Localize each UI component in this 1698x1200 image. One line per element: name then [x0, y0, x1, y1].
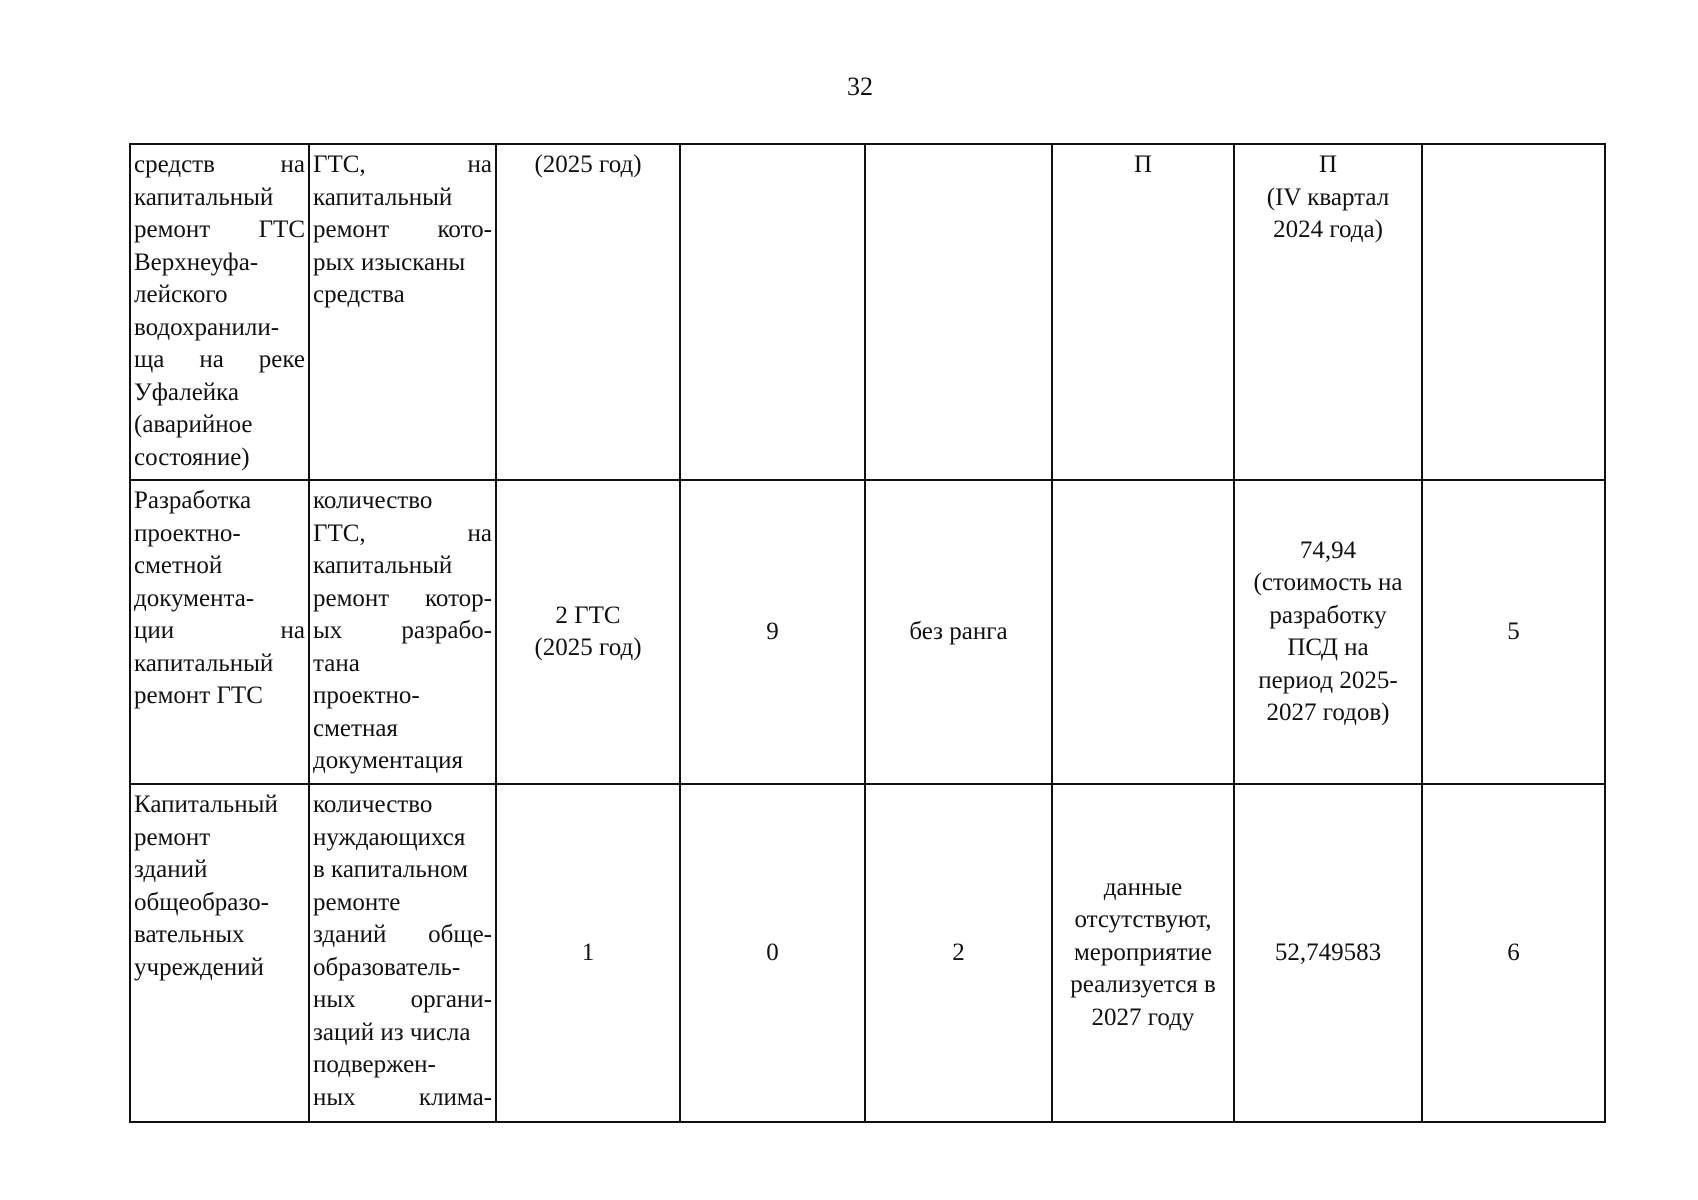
cell-line: документа- — [134, 584, 255, 612]
cell-line: подвержен- — [313, 1051, 436, 1078]
cell-col8 — [1422, 784, 1605, 1122]
cell-line: период 2025- — [1258, 666, 1398, 694]
cell-text: ща — [134, 346, 165, 373]
cell-line: Капитальный — [134, 791, 278, 818]
cell-text: кото- — [437, 216, 492, 243]
cell-text: обще- — [428, 921, 492, 948]
cell-line: данные — [1103, 873, 1183, 901]
cell-line: мероприятие — [1073, 938, 1213, 966]
cell-line: капитальный — [134, 183, 274, 211]
cell-line: 9 — [766, 617, 779, 645]
cell-line: 6 — [1507, 938, 1520, 966]
cell-col4 — [680, 144, 865, 480]
cell-text: зданий — [313, 921, 387, 948]
cell-text: ых — [313, 617, 343, 644]
cell-col5 — [865, 144, 1052, 480]
cell-line: количество — [313, 791, 433, 818]
cell-line: учреждений — [134, 953, 264, 981]
cell-line: 5 — [1507, 617, 1520, 645]
cell-line: ПСД на — [1287, 634, 1369, 661]
cell-line: 2024 года) — [1273, 216, 1383, 243]
cell-text: ции — [134, 617, 175, 644]
cell-line: сметная — [313, 714, 398, 742]
cell-line: (2025 год) — [534, 634, 642, 661]
cell-line: (аварийное — [134, 411, 253, 438]
cell-text: клима- — [418, 1083, 492, 1111]
cell-line: (2025 год) — [534, 151, 642, 178]
cell-line: образователь- — [313, 953, 461, 981]
cell-col7 — [1234, 480, 1422, 784]
cell-line: тана — [313, 649, 360, 677]
cell-indicator — [309, 480, 496, 784]
cell-text: на — [467, 519, 492, 547]
cell-target — [496, 480, 680, 784]
cell-measure — [130, 144, 309, 480]
cell-line: лейского — [134, 281, 228, 308]
cell-line: без ранга — [909, 617, 1008, 645]
table-row — [130, 144, 1605, 480]
cell-line: сметной — [134, 552, 223, 579]
table-row — [130, 480, 1605, 784]
cell-text: ГТС — [258, 216, 305, 243]
cell-text: ремонт — [313, 216, 390, 243]
cell-text: разрабо- — [401, 617, 492, 644]
cell-line: Верхнеуфа- — [134, 248, 259, 276]
cell-target — [496, 784, 680, 1122]
cell-col7 — [1234, 144, 1422, 480]
cell-text: на — [199, 346, 224, 373]
cell-line: П — [1133, 151, 1153, 178]
cell-line: (стоимость на — [1253, 569, 1403, 596]
cell-indicator — [309, 144, 496, 480]
cell-text: ных — [313, 986, 356, 1013]
cell-text: ГТС, — [313, 151, 366, 178]
cell-line: 52,749583 — [1274, 938, 1382, 966]
cell-line: 2027 году — [1091, 1003, 1195, 1031]
cell-line: в капитальном — [313, 856, 468, 883]
cell-line: разработку — [1269, 601, 1387, 629]
cell-line: 74,94 — [1299, 536, 1357, 564]
cell-line: документация — [313, 747, 464, 774]
cell-col6 — [1052, 480, 1234, 784]
cell-col6 — [1052, 784, 1234, 1122]
cell-line: П — [1318, 151, 1338, 178]
cell-indicator — [309, 784, 496, 1122]
cell-line: капитальный — [313, 552, 453, 579]
cell-line: Уфалейка — [134, 378, 240, 406]
cell-line: рых изысканы — [313, 248, 466, 276]
cell-line: 0 — [766, 938, 779, 966]
cell-line: водохранили- — [134, 313, 280, 341]
cell-line: ремонте — [313, 888, 401, 916]
cell-line: (IV квартал — [1266, 183, 1390, 211]
page-number: 32 — [847, 72, 873, 101]
cell-col5 — [865, 784, 1052, 1122]
cell-line: состояние) — [134, 443, 250, 471]
cell-line: зданий — [134, 856, 208, 883]
cell-line: нуждающихся — [313, 823, 466, 851]
cell-col7 — [1234, 784, 1422, 1122]
indicators-table — [129, 143, 1606, 1123]
cell-line: 2 — [952, 938, 965, 966]
cell-measure — [130, 784, 309, 1122]
cell-text: на — [280, 151, 305, 178]
cell-text: ремонт — [313, 584, 390, 612]
cell-text: ГТС, — [313, 519, 366, 547]
cell-col5 — [865, 480, 1052, 784]
cell-col6 — [1052, 144, 1234, 480]
cell-text: ных — [313, 1083, 356, 1111]
cell-measure — [130, 480, 309, 784]
cell-line: отсутствуют, — [1074, 906, 1212, 934]
cell-col8 — [1422, 144, 1605, 480]
cell-line: проектно- — [134, 519, 241, 547]
cell-text: на — [280, 617, 305, 644]
cell-line: ремонт ГТС — [134, 682, 263, 709]
cell-text: на — [467, 151, 492, 178]
cell-text: ремонт — [134, 216, 211, 243]
cell-line: количество — [313, 487, 433, 514]
cell-col4 — [680, 784, 865, 1122]
cell-line: заций из числа — [313, 1018, 471, 1046]
cell-line: 2027 годов) — [1266, 699, 1390, 726]
cell-text: котор- — [425, 584, 492, 612]
table-row — [130, 784, 1605, 1122]
cell-col4 — [680, 480, 865, 784]
cell-line: общеобразо- — [134, 888, 269, 916]
cell-line: вательных — [134, 921, 245, 948]
cell-line: средства — [313, 281, 405, 308]
cell-text: органи- — [410, 986, 492, 1013]
cell-text: реке — [258, 346, 305, 373]
cell-line: проектно- — [313, 682, 420, 709]
cell-line: 1 — [581, 938, 595, 966]
cell-line: ремонт — [134, 823, 211, 851]
cell-col8 — [1422, 480, 1605, 784]
cell-line: капитальный — [313, 183, 453, 211]
cell-line: Разработка — [134, 487, 252, 514]
cell-line: капитальный — [134, 649, 274, 677]
cell-line: 2 ГТС — [555, 601, 621, 629]
cell-target — [496, 144, 680, 480]
cell-text: средств — [134, 151, 215, 178]
cell-line: реализуется в — [1070, 971, 1216, 999]
